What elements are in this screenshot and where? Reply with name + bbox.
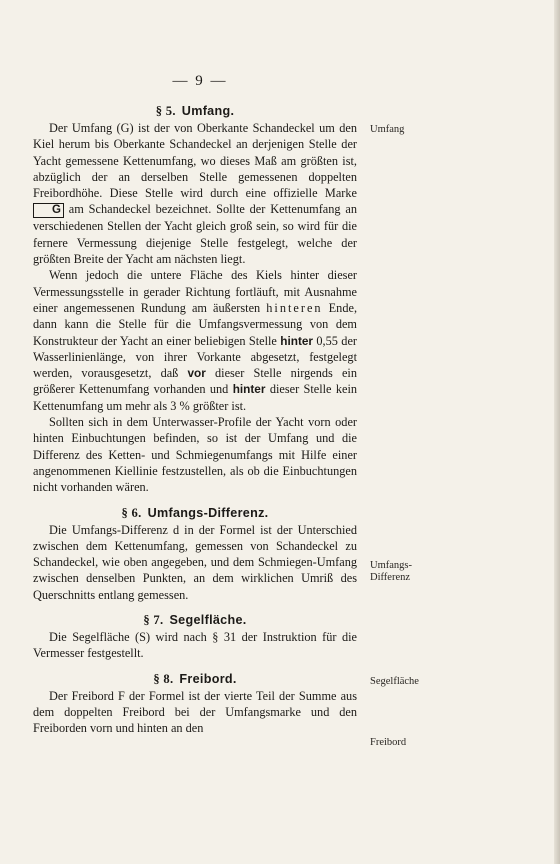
paragraph-text: am Schandeckel bezeichnet. Sollte der Kettenumfang an verschiedenen Stellen der Yacht gleich groß sein, so wird für die fernere Vermessung diejenige Stelle festgelegt, welche der größten Breite der Yacht am nächsten liegt.	[33, 202, 357, 267]
page-edge-shadow	[554, 0, 560, 864]
section-title: Freibord.	[179, 671, 237, 686]
section-title: Umfang.	[181, 104, 235, 118]
margin-note-freibord: Freibord	[370, 737, 407, 748]
margin-note-line: Differenz	[370, 572, 411, 583]
bold-emphasis: hinter	[232, 382, 266, 397]
section-title: Segelfläche.	[169, 613, 247, 628]
paragraph-text: Der Umfang (G) ist der von Oberkante Schandeckel um den Kiel herum bis Oberkante Schandeckel an derjenigen Stelle der Yacht gemessene Kettenumfang, wo dieses Maß am größten ist, abzüglich der an derselben Stelle gemessenen doppelten Freibordhöhe. Diese Stelle wird durch eine offizielle Marke	[33, 121, 357, 201]
paragraph: Sollten sich in dem Unterwasser-Profile der Yacht vorn oder hinten Einbuchtungen befinden, so ist der Umfang und die Differenz des Ketten- und Schmiegenumfangs mit Hilfe einer angenommenen Kiellinie festzustellen, als ob die Einbuchtungen nicht vorhanden wären.	[33, 415, 357, 495]
paragraph-text: 0,55 der Wasserlinienlänge, von ihrer Vorkante abgesetzt, festgelegt werden, vorausgesetzt, daß	[33, 333, 357, 381]
official-mark-g: G	[33, 203, 64, 218]
paragraph: Der Freibord F der Formel ist der vierte Teil der Summe aus dem doppelten Freibord bei der Umfangsmarke und den Freiborden vorn und hinten an den	[33, 688, 357, 736]
paragraph: Die Umfangs-Differenz d in der Formel ist der Unterschied zwischen dem Kettenumfang, gemessen von Schandeckel zu Schandeckel, wie oben angegeben, und dem Schmiegen-Umfang zwischen denselben Punkten, an dem wirklichen Umriß des Querschnitts entlang gemessen.	[33, 522, 357, 602]
margin-note-umfangs-differenz	[370, 560, 440, 584]
paragraph-text: Wenn jedoch die untere Fläche des Kiels hinter dieser Vermessungsstelle in gerader Richtung fortläuft, mit Ausnahme einer angemessenen Rundung am äußersten	[33, 268, 357, 315]
paragraph-text: dieser Stelle nirgends ein größerer Kettenumfang vorhanden und	[33, 366, 357, 397]
paragraph-text: Ende, dann kann die Stelle für die Umfangsvermessung von dem Konstrukteur der Yacht an einer beliebigen Stelle	[33, 300, 358, 348]
paragraph: Die Segelfläche (S) wird nach § 31 der Instruktion für die Vermesser festgestellt.	[33, 630, 357, 661]
section-number: § 8.	[153, 671, 174, 686]
section-heading-5	[33, 103, 357, 120]
margin-note-segelflaeche: Segelfläche	[370, 676, 419, 687]
section-number: § 7.	[143, 613, 164, 628]
section-heading-7	[33, 612, 357, 629]
section-number: § 6.	[121, 505, 142, 520]
paragraph-text: dieser Stelle kein Kettenumfang um mehr als 3 %	[33, 382, 358, 413]
paragraph	[33, 120, 357, 267]
spaced-emphasis: hinteren	[266, 300, 323, 315]
section-heading-8	[33, 671, 357, 688]
page-number: — 9 —	[172, 73, 228, 89]
section-title: Umfangs-Differenz.	[147, 505, 269, 520]
bold-emphasis: vor	[187, 366, 206, 381]
main-text-column	[33, 103, 357, 737]
section-heading-6	[33, 505, 357, 522]
margin-note-line: Umfangs-	[370, 560, 412, 571]
bold-emphasis: hinter	[280, 333, 314, 348]
paragraph-text: größter ist.	[192, 398, 247, 413]
section-number: § 5.	[155, 104, 176, 118]
paragraph	[33, 267, 357, 414]
margin-note-umfang: Umfang	[370, 124, 405, 135]
